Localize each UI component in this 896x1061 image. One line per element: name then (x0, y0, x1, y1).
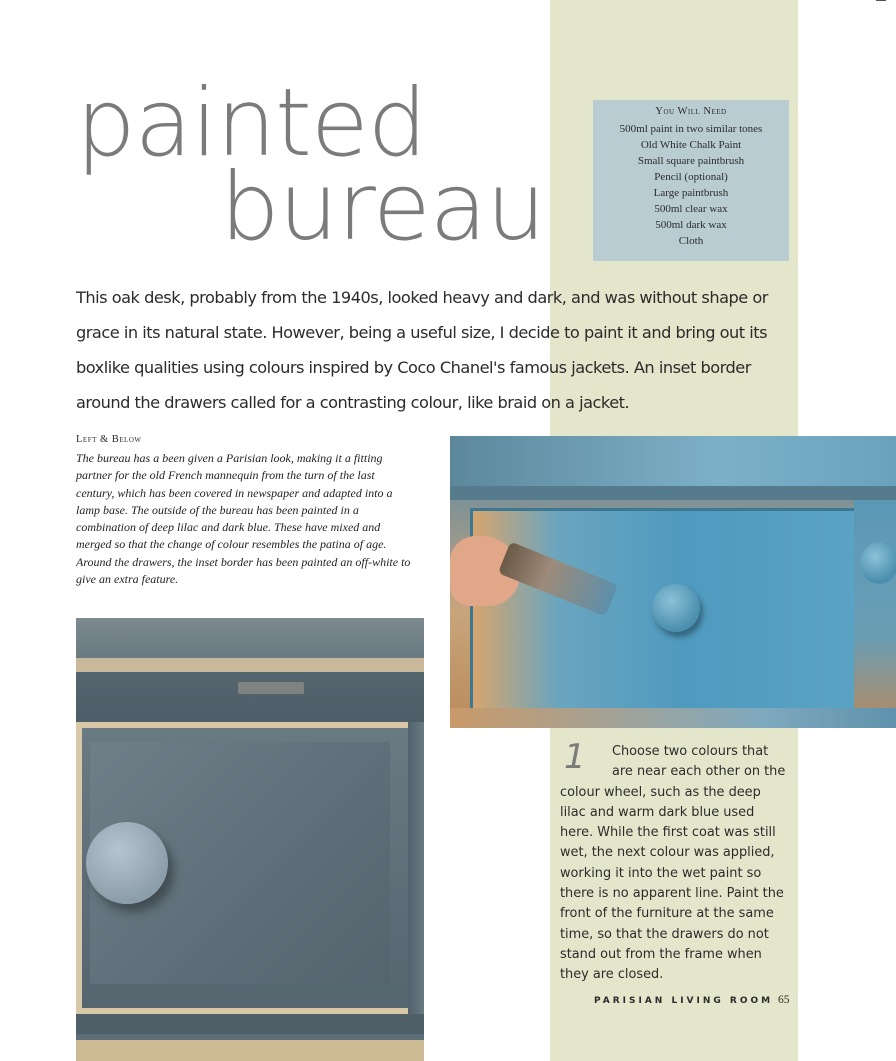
desk-rail (76, 1014, 424, 1034)
materials-box (593, 100, 789, 261)
materials-item: Large paintbrush (653, 187, 729, 199)
drawer-knob (652, 584, 700, 632)
page-number: 65 (778, 994, 790, 1006)
materials-list (593, 121, 789, 249)
title-line-1: painted (76, 69, 427, 178)
photo-caption: The bureau has a been given a Parisian look, making it a fitting partner for the old French mannequin from the turn of the last century, which has been covered in newspaper and adapted into a lamp base. The outside of the bureau has been painted in a combination of deep lilac and dark blue. These have mixed and merged so that the change of colour resembles the patina of age. Around the drawers, the inset border has been painted an off-white to give an extra feature. (76, 451, 411, 587)
materials-heading: You Will Need (655, 106, 727, 117)
drawer-knob (86, 822, 168, 904)
materials-item: 500ml dark wax (655, 219, 727, 231)
materials-item: Old White Chalk Paint (640, 139, 742, 151)
desk-top (450, 436, 896, 486)
section-name: PARISIAN LIVING ROOM (594, 996, 774, 1006)
desk-top (76, 618, 424, 658)
desk-base (450, 708, 896, 728)
materials-item: Pencil (optional) (654, 171, 728, 183)
drawer-closeup-photo (76, 618, 424, 1061)
desk-rail (76, 672, 424, 722)
step-1 (560, 737, 788, 986)
caption-heading: Left & Below (76, 434, 142, 445)
title-line-2: bureau (220, 153, 545, 262)
page-title (76, 69, 545, 262)
desk-side (408, 722, 424, 1022)
intro-paragraph: This oak desk, probably from the 1940s, looked heavy and dark, and was without shape or grace in its natural state. However, being a useful size, I decide to paint it and bring out its boxlike qualities using colours inspired by Coco Chanel's famous jackets. An inset border around the drawers called for a contrasting colour, like braid on a jacket. (76, 288, 768, 412)
corner-mark (876, 0, 886, 1)
drawer-knob (860, 542, 896, 584)
step-text: Choose two colours that are near each other on the colour wheel, such as the deep lilac and warm dark blue used here. While the first coat was still wet, the next colour was applied, working it into the wet paint so there is no apparent line. Paint the front of the furniture at the same time, so that the drawers do not stand out from the frame when they are closed. (560, 744, 786, 983)
desk-side (854, 500, 896, 728)
materials-item: 500ml paint in two similar tones (619, 123, 763, 135)
desk-rail (450, 486, 896, 500)
materials-item: Small square paintbrush (637, 155, 745, 167)
step-number: 1 (564, 737, 586, 777)
offwhite-border (76, 658, 424, 672)
drawer-painting-photo (450, 436, 896, 728)
offwhite-border (76, 1040, 424, 1061)
materials-item: Cloth (678, 235, 704, 247)
materials-item: 500ml clear wax (654, 203, 728, 215)
latch (238, 682, 304, 694)
